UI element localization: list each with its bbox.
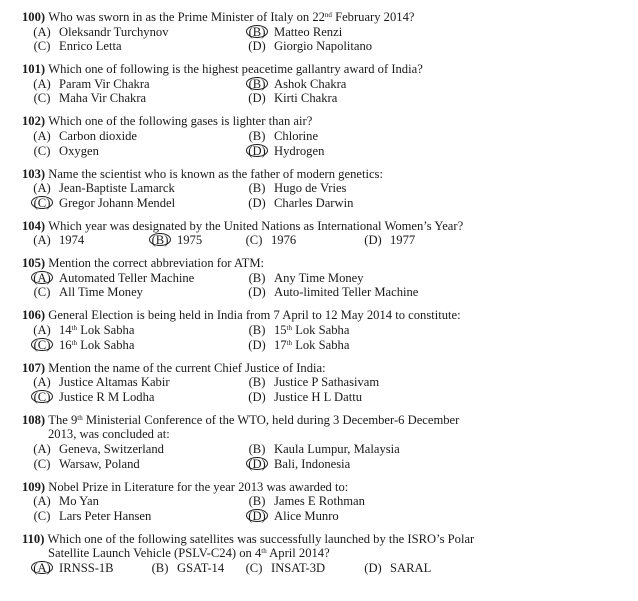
circled-answer-letter: (C) bbox=[31, 196, 53, 209]
option-a bbox=[30, 181, 175, 196]
question-number: 104) bbox=[22, 218, 46, 233]
option-list bbox=[22, 181, 622, 210]
circled-answer-letter: (D) bbox=[246, 144, 268, 157]
option-a bbox=[30, 561, 114, 576]
option-label: Jean-Baptiste Lamarck bbox=[59, 181, 175, 196]
question-100 bbox=[22, 10, 622, 54]
option-b bbox=[245, 494, 365, 509]
option-b bbox=[245, 323, 349, 338]
option-d bbox=[245, 144, 324, 159]
option-label: Justice Altamas Kabir bbox=[59, 375, 170, 390]
circled-answer-letter: (D) bbox=[246, 457, 268, 470]
option-letter: (B) bbox=[248, 441, 266, 456]
option-label: Kaula Lumpur, Malaysia bbox=[274, 441, 400, 456]
question-103 bbox=[22, 167, 622, 211]
option-label: Hydrogen bbox=[274, 143, 325, 158]
option-label: 1974 bbox=[59, 233, 85, 248]
option-letter: (D) bbox=[248, 39, 266, 54]
option-b bbox=[245, 25, 342, 40]
question-stem bbox=[22, 114, 622, 129]
option-list bbox=[22, 77, 622, 106]
question-stem bbox=[22, 62, 622, 77]
question-number: 109) bbox=[22, 479, 46, 494]
ordinal-suffix: th bbox=[71, 338, 78, 347]
question-text: General Election is being held in India from 7 April to 12 May 2014 to constitute: bbox=[48, 308, 461, 323]
option-c bbox=[242, 233, 296, 248]
question-text-continuation: 2013, was concluded at: bbox=[48, 427, 170, 442]
option-d bbox=[361, 561, 431, 576]
option-letter: (A) bbox=[33, 375, 51, 390]
question-110 bbox=[22, 532, 622, 576]
question-101 bbox=[22, 62, 622, 106]
option-d bbox=[245, 196, 353, 211]
option-d bbox=[361, 233, 415, 248]
ordinal-text: Lok Sabha bbox=[77, 337, 135, 352]
question-text-continuation bbox=[22, 546, 622, 561]
option-letter: (C) bbox=[245, 560, 263, 575]
question-number: 105) bbox=[22, 256, 46, 271]
option-letter: (A) bbox=[33, 441, 51, 456]
option-label: Chlorine bbox=[274, 128, 319, 143]
option-c bbox=[30, 91, 146, 106]
option-label: IRNSS-1B bbox=[59, 560, 114, 575]
option-label: Kirti Chakra bbox=[274, 91, 338, 106]
option-b bbox=[148, 561, 224, 576]
question-number: 103) bbox=[22, 166, 46, 181]
option-b bbox=[148, 233, 202, 248]
option-letter: (C) bbox=[33, 39, 51, 54]
question-106 bbox=[22, 308, 622, 352]
option-letter: (D) bbox=[364, 233, 382, 248]
question-stem bbox=[22, 480, 622, 495]
option-label bbox=[274, 323, 349, 337]
option-letter: (B) bbox=[151, 560, 169, 575]
option-label: Oleksandr Turchynov bbox=[59, 24, 169, 39]
option-letter: (C) bbox=[33, 285, 51, 300]
question-sheet bbox=[22, 10, 622, 584]
option-letter: (B) bbox=[248, 270, 266, 285]
continuation-sup: th bbox=[261, 547, 267, 556]
question-text-end: Ministerial Conference of the WTO, held during 3 December-6 December bbox=[82, 412, 460, 427]
option-b bbox=[245, 271, 364, 286]
option-label: GSAT-14 bbox=[177, 560, 225, 575]
option-label bbox=[59, 338, 134, 352]
option-label: Mo Yan bbox=[59, 494, 99, 509]
question-text-sup: nd bbox=[324, 11, 332, 19]
circled-answer-letter: (C) bbox=[31, 390, 53, 403]
circled-answer-letter: (B) bbox=[246, 25, 268, 38]
option-label: Lars Peter Hansen bbox=[59, 508, 152, 523]
ordinal-number: 17 bbox=[274, 337, 287, 352]
option-letter: (D) bbox=[248, 337, 266, 352]
option-label: Justice P Sathasivam bbox=[274, 375, 380, 390]
circled-answer-letter: (A) bbox=[31, 561, 53, 574]
circled-answer-letter: (D) bbox=[246, 509, 268, 522]
option-letter: (A) bbox=[33, 323, 51, 338]
option-d bbox=[245, 390, 362, 405]
option-d bbox=[245, 457, 350, 472]
option-c bbox=[30, 196, 175, 211]
option-label: 1975 bbox=[177, 233, 203, 248]
question-stem bbox=[22, 361, 622, 376]
option-label: INSAT-3D bbox=[271, 560, 326, 575]
circled-answer-letter: (C) bbox=[31, 338, 53, 351]
option-letter: (B) bbox=[248, 494, 266, 509]
question-104 bbox=[22, 219, 622, 248]
option-letter: (B) bbox=[248, 375, 266, 390]
option-label: Giorgio Napolitano bbox=[274, 39, 373, 54]
option-list bbox=[22, 494, 622, 523]
option-a bbox=[30, 25, 169, 40]
option-b bbox=[245, 442, 400, 457]
ordinal-suffix: th bbox=[286, 324, 293, 333]
option-list bbox=[22, 323, 622, 352]
option-b bbox=[245, 181, 346, 196]
option-label: Carbon dioxide bbox=[59, 128, 137, 143]
question-108 bbox=[22, 413, 622, 471]
question-text-sup: th bbox=[77, 413, 83, 422]
option-letter: (C) bbox=[33, 456, 51, 471]
option-letter: (D) bbox=[248, 285, 266, 300]
option-a bbox=[30, 494, 99, 509]
option-b bbox=[245, 77, 346, 92]
option-c bbox=[30, 457, 140, 472]
question-number: 100) bbox=[22, 10, 46, 24]
ordinal-number: 14 bbox=[59, 323, 72, 338]
ordinal-text: Lok Sabha bbox=[292, 337, 350, 352]
option-a bbox=[30, 233, 84, 248]
option-letter: (A) bbox=[33, 181, 51, 196]
option-c bbox=[242, 561, 325, 576]
question-stem bbox=[22, 10, 622, 25]
option-label: Automated Teller Machine bbox=[59, 270, 195, 285]
question-text: Mention the correct abbreviation for ATM: bbox=[48, 256, 265, 271]
ordinal-suffix: th bbox=[286, 338, 293, 347]
option-label: Auto-limited Teller Machine bbox=[274, 285, 419, 300]
question-text: Name the scientist who is known as the father of modern genetics: bbox=[48, 166, 383, 181]
option-label: Maha Vir Chakra bbox=[59, 91, 147, 106]
ordinal-text: Lok Sabha bbox=[292, 323, 350, 338]
option-label: Any Time Money bbox=[274, 270, 364, 285]
option-a bbox=[30, 77, 150, 92]
option-c bbox=[30, 285, 143, 300]
option-label: Matteo Renzi bbox=[274, 24, 343, 39]
option-label: Geneva, Switzerland bbox=[59, 441, 164, 456]
question-text: Which one of the following gases is lighter than air? bbox=[48, 114, 313, 129]
option-letter: (D) bbox=[364, 560, 382, 575]
question-number: 106) bbox=[22, 308, 46, 323]
continuation-end: April 2014? bbox=[266, 546, 330, 561]
question-text: Which one of the following satellites was successfully launched by the ISRO’s Polar bbox=[47, 531, 475, 546]
option-letter: (B) bbox=[248, 128, 266, 143]
option-label: Ashok Chakra bbox=[274, 76, 347, 91]
circled-answer-letter: (A) bbox=[31, 271, 53, 284]
question-number: 108) bbox=[22, 412, 46, 427]
option-label: Charles Darwin bbox=[274, 195, 354, 210]
question-number: 107) bbox=[22, 360, 46, 375]
option-list bbox=[22, 442, 622, 471]
option-letter: (C) bbox=[245, 233, 263, 248]
option-c bbox=[30, 338, 134, 353]
option-letter: (B) bbox=[248, 323, 266, 338]
ordinal-suffix: th bbox=[71, 324, 78, 333]
option-label: Oxygen bbox=[59, 143, 99, 158]
option-a bbox=[30, 323, 134, 338]
option-label: 1976 bbox=[271, 233, 297, 248]
option-letter: (D) bbox=[248, 389, 266, 404]
option-label: Justice R M Lodha bbox=[59, 389, 155, 404]
option-a bbox=[30, 442, 164, 457]
option-list bbox=[22, 233, 622, 248]
option-c bbox=[30, 390, 155, 405]
option-letter: (A) bbox=[33, 24, 51, 39]
option-label: All Time Money bbox=[59, 285, 143, 300]
ordinal-text: Lok Sabha bbox=[77, 323, 135, 338]
question-stem bbox=[22, 167, 622, 182]
question-text: Mention the name of the current Chief Justice of India: bbox=[48, 360, 326, 375]
option-letter: (A) bbox=[33, 76, 51, 91]
question-stem bbox=[22, 308, 622, 323]
option-d bbox=[245, 338, 349, 353]
ordinal-number: 16 bbox=[59, 337, 72, 352]
option-letter: (D) bbox=[248, 91, 266, 106]
question-text-end: February 2014? bbox=[331, 10, 415, 24]
option-list bbox=[22, 561, 622, 576]
option-b bbox=[245, 375, 379, 390]
option-d bbox=[245, 285, 418, 300]
option-list bbox=[22, 271, 622, 300]
option-letter: (B) bbox=[248, 181, 266, 196]
question-stem bbox=[22, 413, 622, 428]
option-d bbox=[245, 91, 337, 106]
question-number: 110) bbox=[22, 531, 45, 546]
option-label: SARAL bbox=[390, 560, 432, 575]
option-letter: (A) bbox=[33, 233, 51, 248]
option-list bbox=[22, 25, 622, 54]
question-stem bbox=[22, 532, 622, 547]
circled-answer-letter: (B) bbox=[246, 77, 268, 90]
option-label: Justice H L Dattu bbox=[274, 389, 363, 404]
option-d bbox=[245, 39, 372, 54]
circled-answer-letter: (B) bbox=[149, 233, 171, 246]
question-stem bbox=[22, 219, 622, 234]
option-letter: (A) bbox=[33, 494, 51, 509]
question-109 bbox=[22, 480, 622, 524]
continuation-text: Satellite Launch Vehicle (PSLV-C24) on 4 bbox=[48, 546, 262, 561]
question-text: Nobel Prize in Literature for the year 2013 was awarded to: bbox=[48, 479, 349, 494]
option-c bbox=[30, 509, 151, 524]
option-letter: (D) bbox=[248, 195, 266, 210]
option-label: Gregor Johann Mendel bbox=[59, 195, 176, 210]
question-text: Who was sworn in as the Prime Minister of Italy on 22 bbox=[48, 10, 325, 24]
question-105 bbox=[22, 256, 622, 300]
option-letter: (C) bbox=[33, 143, 51, 158]
ordinal-number: 15 bbox=[274, 323, 287, 338]
question-text: The 9 bbox=[48, 412, 78, 427]
option-b bbox=[245, 129, 318, 144]
question-number: 102) bbox=[22, 114, 46, 129]
option-c bbox=[30, 39, 122, 54]
option-label: Alice Munro bbox=[274, 508, 339, 523]
option-label: Param Vir Chakra bbox=[59, 76, 150, 91]
option-label: James E Rothman bbox=[274, 494, 365, 509]
option-a bbox=[30, 129, 137, 144]
option-label: 1977 bbox=[390, 233, 416, 248]
option-list bbox=[22, 129, 622, 158]
option-a bbox=[30, 271, 194, 286]
question-107 bbox=[22, 361, 622, 405]
option-label: Hugo de Vries bbox=[274, 181, 347, 196]
option-c bbox=[30, 144, 99, 159]
option-label bbox=[274, 338, 349, 352]
question-stem bbox=[22, 256, 622, 271]
option-a bbox=[30, 375, 170, 390]
question-text: Which year was designated by the United Nations as International Women’s Year? bbox=[48, 218, 464, 233]
option-label: Bali, Indonesia bbox=[274, 456, 351, 471]
option-label: Warsaw, Poland bbox=[59, 456, 140, 471]
question-text: Which one of following is the highest peacetime gallantry award of India? bbox=[48, 62, 423, 77]
option-label bbox=[59, 323, 134, 337]
option-d bbox=[245, 509, 339, 524]
question-102 bbox=[22, 114, 622, 158]
option-list bbox=[22, 375, 622, 404]
option-letter: (A) bbox=[33, 128, 51, 143]
option-label: Enrico Letta bbox=[59, 39, 122, 54]
question-number: 101) bbox=[22, 62, 46, 77]
option-letter: (C) bbox=[33, 508, 51, 523]
option-letter: (C) bbox=[33, 91, 51, 106]
